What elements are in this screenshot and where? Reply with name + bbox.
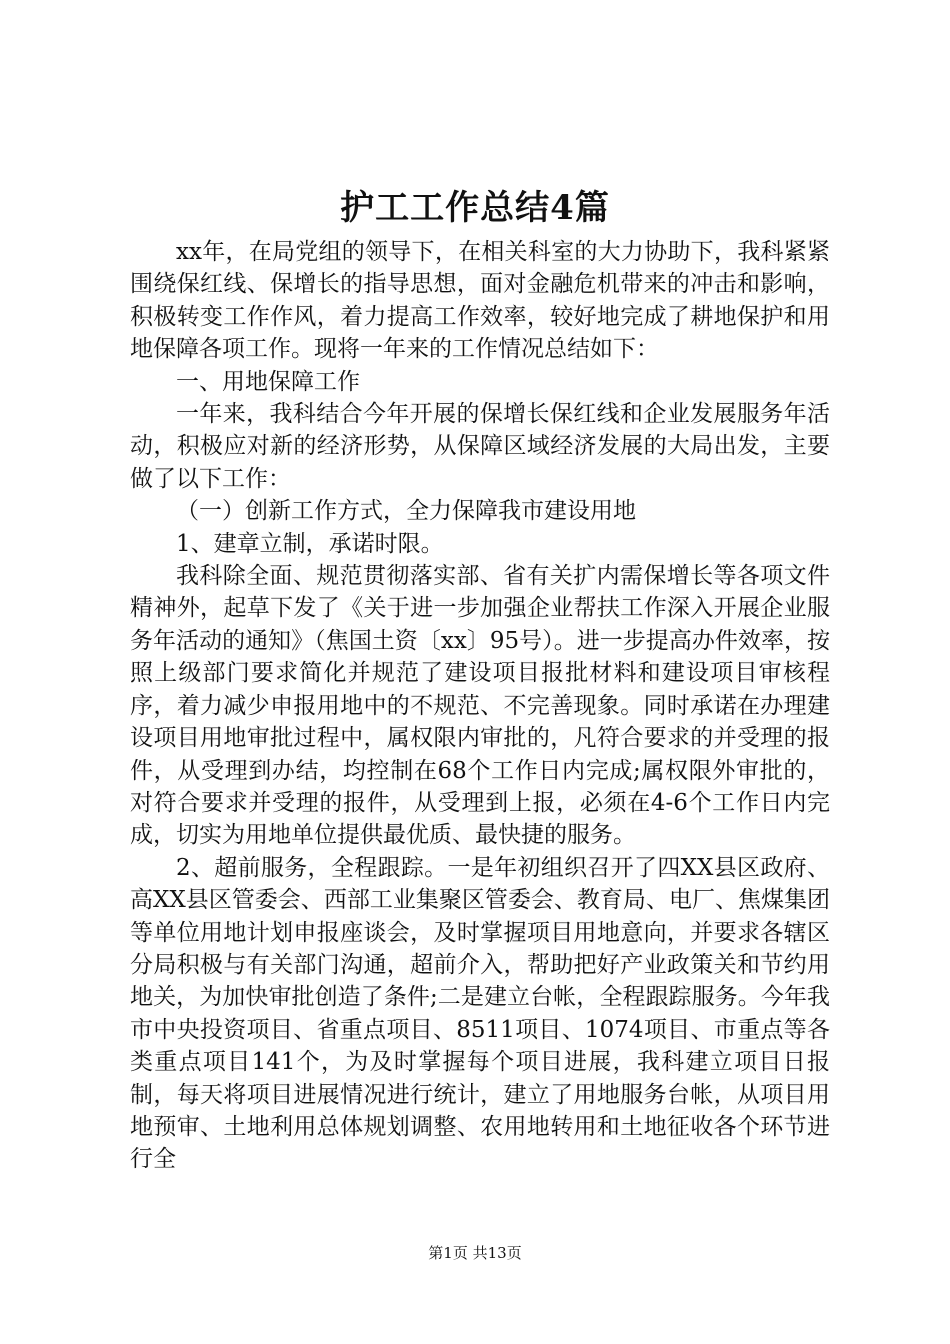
page-footer: 第1页 共13页 bbox=[428, 1244, 522, 1262]
document-body bbox=[130, 236, 830, 1176]
item-heading-1: 1、建章立制，承诺时限。 bbox=[176, 530, 444, 557]
subsection-heading-1: （一）创新工作方式，全力保障我市建设用地 bbox=[176, 498, 636, 525]
paragraph-overview: 一年来，我科结合今年开展的保增长保红线和企业发展服务年活动，积极应对新的经济形势，从保障区域经济发展的大局出发，主要做了以下工作： bbox=[130, 401, 830, 492]
paragraph-item-2: 2、超前服务，全程跟踪。一是年初组织召开了四XX县区政府、高XX县区管委会、西部工业集聚区管委会、教育局、电厂、焦煤集团等单位用地计划申报座谈会，及时掌握项目用地意向，并要求各辖区分局积极与有关部门沟通，超前介入，帮助把好产业政策关和节约用地关，为加快审批创造了条件;二是建立台帐，全程跟踪服务。今年我市中央投资项目、省重点项目、8511项目、1074项目、市重点等各类重点项目141个，为及时掌握每个项目进展，我科建立项目日报制，每天将项目进展情况进行统计，建立了用地服务台帐，从项目用地预审、土地利用总体规划调整、农用地转用和土地征收各个环节进行全 bbox=[130, 854, 830, 1173]
document-title: 护工工作总结4篇 bbox=[340, 188, 610, 228]
section-heading-1: 一、用地保障工作 bbox=[176, 368, 360, 395]
paragraph-item-1: 我科除全面、规范贯彻落实部、省有关扩内需保增长等各项文件精神外，起草下发了《关于进一步加强企业帮扶工作深入开展企业服务年活动的通知》（焦国土资〔xx〕95号）。进一步提高办件效率，按照上级部门要求简化并规范了建设项目报批材料和建设项目审核程序，着力减少申报用地中的不规范、不完善现象。同时承诺在办理建设项目用地审批过程中，属权限内审批的，凡符合要求的并受理的报件，从受理到办结，均控制在68个工作日内完成;属权限外审批的，对符合要求并受理的报件，从受理到上报，必须在4-6个工作日内完成，切实为用地单位提供最优质、最快捷的服务。 bbox=[130, 563, 830, 849]
paragraph-intro: xx年，在局党组的领导下，在相关科室的大力协助下，我科紧紧围绕保红线、保增长的指导思想，面对金融危机带来的冲击和影响，积极转变工作作风，着力提高工作效率，较好地完成了耕地保护和用地保障各项工作。现将一年来的工作情况总结如下： bbox=[130, 239, 830, 363]
